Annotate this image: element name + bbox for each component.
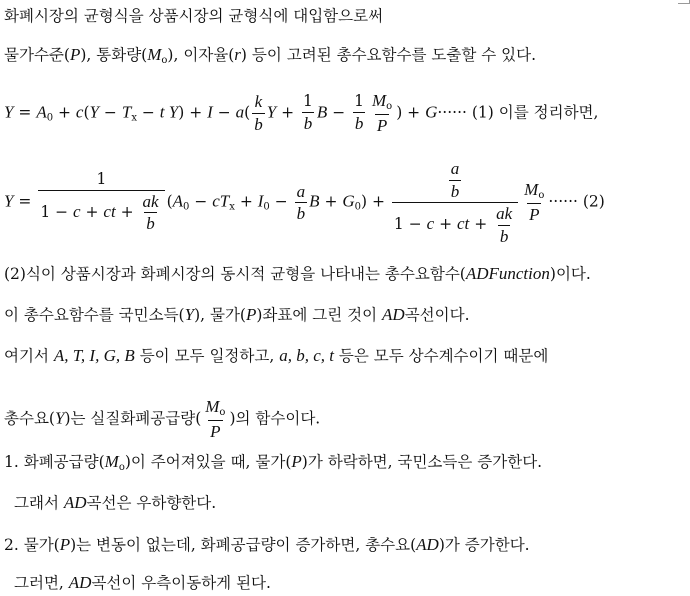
text-line-9: 2. 물가(P)는 변동이 없는데, 화폐공급량이 증가하면, 총수요(AD)가 증가한다. — [4, 535, 530, 554]
text-line-2: 물가수준(P), 통화량$(M_o)$, 이자율(r) 등이 고려된 총수요함수를 도출할 수 있다. — [4, 45, 537, 66]
text-line-1: 화폐시장의 균형식을 상품시장의 균형식에 대입함으로써 — [4, 7, 384, 25]
text-line-5: 여기서 A, T, I, G, B 등이 모두 일정하고, a, b, c, t 등은 모두 상수계수이기 때문에 — [4, 346, 549, 365]
text-line-4: 이 총수요함수를 국민소득(Y), 물가(P)좌표에 그린 것이 AD곡선이다. — [4, 305, 470, 324]
text-line-7: 1. 화폐공급량$(M_o)$이 주어져있을 때, 물가(P)가 하락하면, 국민소득은 증가한다. — [4, 452, 543, 473]
equation-1: $Y = A_0 + c(Y - T_x - t$ Y) + I − a( $\frac{k}{b}$ Y + $\frac{1}{b}$ B − $\frac{1}{b}$ $\frac{M_o}{P}$ ) + G······ (1) 이를 정리하면, — [4, 91, 599, 135]
equation-2: Y = 1 1 − c + ct + $\frac{ak}{b}$ ($A_0 - cT_x + I_0$ − $\frac{a}{b}$ $B + G_0$) + $\frac{a}{b}$ 1 − c + ct + $\frac{ak}{b}$ $\frac{M_o}{P}$ ······ (2) — [4, 159, 605, 246]
page-corner-mark-horizontal — [678, 3, 690, 4]
text-line-10: 그러면, AD곡선이 우측이동하게 된다. — [14, 573, 271, 592]
text-line-6: 총수요(Y)는 실질화폐공급량( $\frac{M_o}{P}$ )의 함수이다. — [4, 397, 321, 441]
text-line-8: 그래서 AD곡선은 우하향한다. — [14, 493, 217, 512]
text-line-3: (2)식이 상품시장과 화폐시장의 동시적 균형을 나타내는 총수요함수(ADFunction)이다. — [4, 264, 591, 283]
